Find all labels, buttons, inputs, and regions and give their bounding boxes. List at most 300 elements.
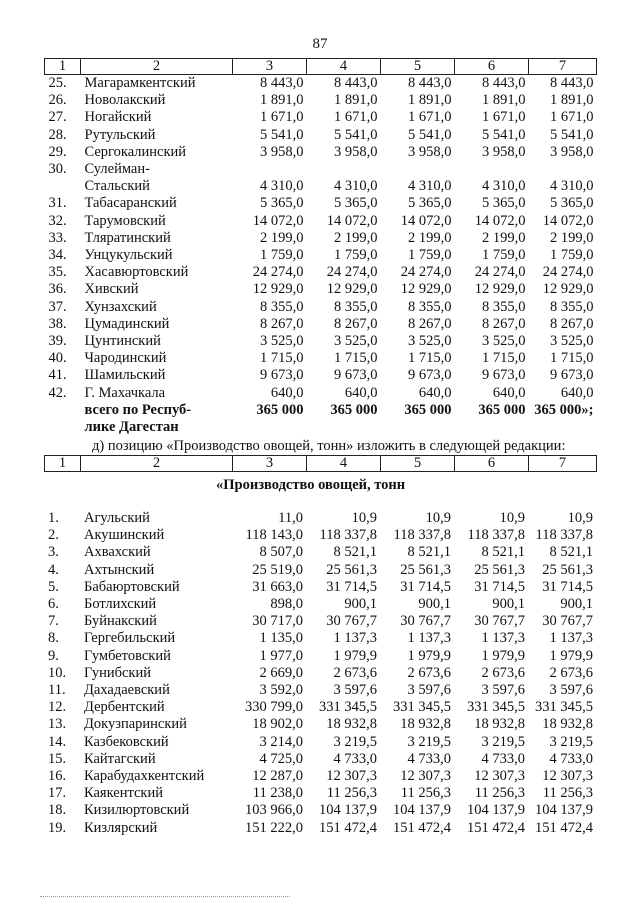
table-row bbox=[45, 333, 597, 350]
table-row bbox=[44, 768, 596, 785]
district-name: Хунзахский bbox=[84, 298, 157, 315]
table-row bbox=[44, 734, 596, 751]
value-cell: 18 932,8 bbox=[400, 716, 451, 733]
value-cell: 3 214,0 bbox=[259, 733, 303, 750]
value-cell: 24 274,0 bbox=[474, 264, 526, 281]
value-cell bbox=[233, 161, 307, 178]
column-header-row bbox=[45, 456, 597, 472]
row-number: 12. bbox=[48, 699, 67, 716]
district-name: Стальский bbox=[84, 178, 150, 195]
value-cell: 1 977,0 bbox=[259, 647, 303, 664]
district-name: Табасаранский bbox=[84, 195, 177, 212]
column-header: 3 bbox=[233, 59, 307, 75]
value-cell: 151 472,4 bbox=[467, 819, 525, 836]
value-cell: 3 597,6 bbox=[481, 682, 525, 699]
value-cell: 3 958,0 bbox=[260, 143, 304, 160]
value-cell: 1 671,0 bbox=[482, 109, 526, 126]
value-cell: 640,0 bbox=[270, 384, 304, 401]
value-cell: 3 219,5 bbox=[549, 733, 593, 750]
value-cell: 12 307,3 bbox=[400, 768, 451, 785]
row-number: 14. bbox=[48, 733, 67, 750]
value-cell: 8 443,0 bbox=[260, 75, 304, 91]
district-name: Ботлихский bbox=[84, 596, 157, 613]
vegetable-table-header bbox=[44, 455, 597, 472]
value-cell: 12 307,3 bbox=[542, 768, 593, 785]
value-cell: 5 541,0 bbox=[408, 126, 452, 143]
row-number bbox=[45, 419, 81, 436]
row-number: 39. bbox=[48, 333, 67, 350]
value-cell: 12 929,0 bbox=[326, 281, 378, 298]
table-row bbox=[45, 385, 597, 402]
value-cell: 31 714,5 bbox=[474, 578, 525, 595]
value-cell: 3 958,0 bbox=[334, 143, 378, 160]
value-cell: 3 597,6 bbox=[333, 682, 377, 699]
district-name: Тарумовский bbox=[84, 212, 166, 229]
value-cell: 31 714,5 bbox=[400, 578, 451, 595]
value-cell: 1 137,3 bbox=[333, 630, 377, 647]
value-cell: 1 891,0 bbox=[482, 92, 526, 109]
table-row bbox=[44, 751, 596, 768]
total-value: 365 000 bbox=[256, 401, 304, 418]
district-name: Гумбетовский bbox=[84, 647, 171, 664]
value-cell: 4 310,0 bbox=[334, 178, 378, 195]
table-row bbox=[45, 350, 597, 367]
table-row bbox=[44, 820, 596, 837]
district-name: Гергебильский bbox=[84, 630, 176, 647]
value-cell: 151 472,4 bbox=[393, 819, 451, 836]
section-subtitle: «Производство овощей, тонн bbox=[216, 477, 406, 493]
district-name: Чародинский bbox=[84, 350, 167, 367]
value-cell: 8 355,0 bbox=[334, 298, 378, 315]
value-cell: 1 137,3 bbox=[407, 630, 451, 647]
value-cell: 8 443,0 bbox=[550, 75, 594, 91]
value-cell: 151 222,0 bbox=[245, 819, 303, 836]
value-cell: 640,0 bbox=[560, 384, 594, 401]
row-number: 13. bbox=[48, 716, 67, 733]
value-cell: 1 671,0 bbox=[334, 109, 378, 126]
row-number: 36. bbox=[48, 281, 67, 298]
district-name: Буйнакский bbox=[84, 613, 157, 630]
row-number: 4. bbox=[48, 561, 59, 578]
value-cell: 640,0 bbox=[344, 384, 378, 401]
value-cell: 10,9 bbox=[499, 510, 525, 526]
value-cell bbox=[455, 161, 529, 178]
value-cell: 31 714,5 bbox=[542, 578, 593, 595]
table-row bbox=[45, 92, 597, 109]
value-cell: 4 733,0 bbox=[549, 750, 593, 767]
row-number: 30. bbox=[48, 161, 67, 178]
district-name: Цумадинский bbox=[84, 315, 170, 332]
value-cell: 3 525,0 bbox=[260, 333, 304, 350]
total-row bbox=[45, 419, 597, 436]
row-number: 10. bbox=[48, 664, 67, 681]
value-cell: 4 310,0 bbox=[482, 178, 526, 195]
value-cell: 8 355,0 bbox=[260, 298, 304, 315]
empty-cell bbox=[307, 419, 381, 436]
row-number: 18. bbox=[48, 802, 67, 819]
table-row bbox=[44, 802, 596, 819]
value-cell: 8 443,0 bbox=[482, 75, 526, 91]
row-number: 2. bbox=[48, 527, 59, 544]
value-cell: 1 715,0 bbox=[408, 350, 452, 367]
value-cell: 8 355,0 bbox=[408, 298, 452, 315]
empty-cell bbox=[381, 419, 455, 436]
value-cell: 2 673,6 bbox=[333, 664, 377, 681]
row-number: 9. bbox=[48, 647, 59, 664]
value-cell: 900,1 bbox=[492, 596, 525, 613]
value-cell: 1 759,0 bbox=[260, 247, 304, 264]
value-cell: 14 072,0 bbox=[326, 212, 378, 229]
allocation-table-continued bbox=[44, 58, 597, 436]
footer-divider bbox=[40, 896, 290, 897]
value-cell: 18 932,8 bbox=[474, 716, 525, 733]
value-cell: 1 891,0 bbox=[408, 92, 452, 109]
district-name: Дахадаевский bbox=[84, 682, 170, 699]
row-number: 15. bbox=[48, 750, 67, 767]
value-cell: 10,9 bbox=[425, 510, 451, 526]
value-cell: 8 267,0 bbox=[408, 315, 452, 332]
value-cell: 1 671,0 bbox=[550, 109, 594, 126]
value-cell: 900,1 bbox=[344, 596, 377, 613]
value-cell: 2 669,0 bbox=[259, 664, 303, 681]
value-cell: 12 307,3 bbox=[474, 768, 525, 785]
value-cell: 2 199,0 bbox=[260, 229, 304, 246]
value-cell: 1 979,9 bbox=[407, 647, 451, 664]
column-header: 5 bbox=[381, 456, 455, 472]
table-row bbox=[45, 264, 597, 281]
table-row bbox=[44, 613, 596, 630]
value-cell: 9 673,0 bbox=[334, 367, 378, 384]
value-cell: 1 759,0 bbox=[550, 247, 594, 264]
value-cell: 11 256,3 bbox=[474, 785, 525, 802]
value-cell: 24 274,0 bbox=[326, 264, 378, 281]
value-cell: 640,0 bbox=[418, 384, 452, 401]
district-name: Докузпаринский bbox=[84, 716, 187, 733]
column-header: 2 bbox=[81, 456, 233, 472]
value-cell: 2 199,0 bbox=[408, 229, 452, 246]
value-cell: 3 958,0 bbox=[408, 143, 452, 160]
total-value: 365 000 bbox=[330, 401, 378, 418]
value-cell: 30 767,7 bbox=[326, 613, 377, 630]
value-cell: 1 135,0 bbox=[259, 630, 303, 647]
value-cell: 3 525,0 bbox=[334, 333, 378, 350]
table-row bbox=[44, 527, 596, 544]
value-cell: 11,0 bbox=[278, 510, 303, 526]
district-name: Хасавюртовский bbox=[84, 264, 189, 281]
empty-cell bbox=[529, 419, 597, 436]
value-cell: 4 310,0 bbox=[408, 178, 452, 195]
table-row bbox=[44, 699, 596, 716]
value-cell: 25 561,3 bbox=[542, 561, 593, 578]
value-cell: 2 199,0 bbox=[550, 229, 594, 246]
total-value: 365 000 bbox=[478, 401, 526, 418]
value-cell: 331 345,5 bbox=[467, 699, 525, 716]
value-cell: 4 733,0 bbox=[333, 750, 377, 767]
value-cell: 18 902,0 bbox=[252, 716, 303, 733]
empty-cell bbox=[233, 419, 307, 436]
value-cell: 4 733,0 bbox=[481, 750, 525, 767]
value-cell: 8 267,0 bbox=[260, 315, 304, 332]
value-cell: 3 958,0 bbox=[482, 143, 526, 160]
district-name: Казбековский bbox=[84, 733, 169, 750]
table-row bbox=[45, 127, 597, 144]
value-cell: 2 673,6 bbox=[481, 664, 525, 681]
table-row bbox=[45, 316, 597, 333]
value-cell: 30 717,0 bbox=[252, 613, 303, 630]
value-cell: 3 219,5 bbox=[481, 733, 525, 750]
district-name: Каякентский bbox=[84, 785, 163, 802]
value-cell: 1 137,3 bbox=[549, 630, 593, 647]
total-value: 365 000 bbox=[404, 401, 452, 418]
column-header: 1 bbox=[45, 456, 81, 472]
row-number: 34. bbox=[48, 247, 67, 264]
value-cell: 1 979,9 bbox=[549, 647, 593, 664]
value-cell: 1 137,3 bbox=[481, 630, 525, 647]
value-cell: 8 267,0 bbox=[482, 315, 526, 332]
value-cell: 1 715,0 bbox=[482, 350, 526, 367]
row-number: 38. bbox=[48, 315, 67, 332]
row-number: 19. bbox=[48, 819, 67, 836]
value-cell: 14 072,0 bbox=[474, 212, 526, 229]
table-row bbox=[45, 213, 597, 230]
value-cell: 4 725,0 bbox=[259, 750, 303, 767]
district-name: Сергокалинский bbox=[84, 143, 187, 160]
table-row bbox=[45, 367, 597, 384]
value-cell: 5 541,0 bbox=[260, 126, 304, 143]
value-cell: 2 673,6 bbox=[407, 664, 451, 681]
value-cell: 8 521,1 bbox=[481, 544, 525, 561]
table-row bbox=[44, 648, 596, 665]
row-number bbox=[45, 178, 81, 195]
table-row bbox=[45, 75, 597, 93]
column-header: 4 bbox=[307, 59, 381, 75]
value-cell: 8 521,1 bbox=[333, 544, 377, 561]
row-number: 11. bbox=[48, 682, 66, 699]
value-cell: 104 137,9 bbox=[393, 802, 451, 819]
value-cell: 25 561,3 bbox=[400, 561, 451, 578]
row-number: 17. bbox=[48, 785, 67, 802]
value-cell: 898,0 bbox=[270, 596, 303, 613]
value-cell: 10,9 bbox=[567, 510, 593, 526]
table-row bbox=[44, 665, 596, 682]
value-cell: 9 673,0 bbox=[550, 367, 594, 384]
district-name: Кайтагский bbox=[84, 750, 156, 767]
table-row bbox=[45, 299, 597, 316]
row-number: 40. bbox=[48, 350, 67, 367]
value-cell: 3 597,6 bbox=[549, 682, 593, 699]
district-name: Ахвахский bbox=[84, 544, 151, 561]
row-number: 27. bbox=[48, 109, 67, 126]
row-number: 33. bbox=[48, 229, 67, 246]
table-row bbox=[44, 716, 596, 733]
value-cell: 11 256,3 bbox=[326, 785, 377, 802]
total-label: всего по Респуб- bbox=[84, 401, 192, 418]
value-cell: 1 671,0 bbox=[408, 109, 452, 126]
value-cell: 5 365,0 bbox=[408, 195, 452, 212]
table-row bbox=[45, 161, 597, 178]
value-cell: 2 199,0 bbox=[334, 229, 378, 246]
row-number bbox=[45, 402, 81, 419]
table-row bbox=[44, 682, 596, 699]
value-cell: 18 932,8 bbox=[542, 716, 593, 733]
value-cell: 8 355,0 bbox=[550, 298, 594, 315]
value-cell: 3 525,0 bbox=[408, 333, 452, 350]
value-cell: 103 966,0 bbox=[245, 802, 303, 819]
row-number: 41. bbox=[48, 367, 67, 384]
district-name: Цунтинский bbox=[84, 333, 161, 350]
value-cell: 3 525,0 bbox=[482, 333, 526, 350]
value-cell: 104 137,9 bbox=[319, 802, 377, 819]
page-number: 87 bbox=[312, 36, 328, 52]
district-name: Карабудахкентский bbox=[84, 768, 205, 785]
value-cell: 1 715,0 bbox=[550, 350, 594, 367]
column-header: 2 bbox=[81, 59, 233, 75]
row-number: 37. bbox=[48, 298, 67, 315]
value-cell: 5 365,0 bbox=[334, 195, 378, 212]
district-name: Новолакский bbox=[84, 92, 166, 109]
table-row bbox=[45, 195, 597, 212]
value-cell: 25 561,3 bbox=[474, 561, 525, 578]
table-row bbox=[45, 230, 597, 247]
value-cell: 25 519,0 bbox=[252, 561, 303, 578]
value-cell: 31 663,0 bbox=[252, 578, 303, 595]
value-cell: 1 891,0 bbox=[334, 92, 378, 109]
value-cell: 5 365,0 bbox=[260, 195, 304, 212]
value-cell: 118 337,8 bbox=[319, 527, 377, 544]
district-name: Сулейман- bbox=[84, 161, 150, 178]
table-row bbox=[44, 596, 596, 613]
column-header: 4 bbox=[307, 456, 381, 472]
table-row bbox=[44, 630, 596, 647]
value-cell: 640,0 bbox=[492, 384, 526, 401]
row-number: 29. bbox=[48, 143, 67, 160]
row-number: 28. bbox=[48, 126, 67, 143]
row-number: 5. bbox=[48, 578, 59, 595]
value-cell: 331 345,5 bbox=[393, 699, 451, 716]
value-cell: 3 219,5 bbox=[333, 733, 377, 750]
value-cell: 900,1 bbox=[418, 596, 451, 613]
value-cell: 5 541,0 bbox=[550, 126, 594, 143]
value-cell: 5 541,0 bbox=[482, 126, 526, 143]
value-cell: 1 759,0 bbox=[482, 247, 526, 264]
value-cell: 1 979,9 bbox=[481, 647, 525, 664]
value-cell: 8 267,0 bbox=[550, 315, 594, 332]
value-cell: 118 337,8 bbox=[535, 527, 593, 544]
column-header: 6 bbox=[455, 456, 529, 472]
value-cell: 3 219,5 bbox=[407, 733, 451, 750]
district-name: Гунибский bbox=[84, 664, 151, 681]
total-label: лике Дагестан bbox=[84, 419, 179, 436]
column-header: 6 bbox=[455, 59, 529, 75]
table-row bbox=[44, 785, 596, 802]
column-header: 5 bbox=[381, 59, 455, 75]
value-cell: 14 072,0 bbox=[252, 212, 304, 229]
value-cell: 24 274,0 bbox=[400, 264, 452, 281]
value-cell: 10,9 bbox=[351, 510, 377, 526]
value-cell: 30 767,7 bbox=[542, 613, 593, 630]
value-cell: 11 238,0 bbox=[252, 785, 303, 802]
value-cell: 12 287,0 bbox=[252, 768, 303, 785]
column-header: 7 bbox=[529, 456, 597, 472]
value-cell: 104 137,9 bbox=[467, 802, 525, 819]
value-cell: 3 525,0 bbox=[550, 333, 594, 350]
value-cell: 331 345,5 bbox=[319, 699, 377, 716]
value-cell: 330 799,0 bbox=[245, 699, 303, 716]
value-cell: 4 310,0 bbox=[260, 178, 304, 195]
value-cell: 3 958,0 bbox=[550, 143, 594, 160]
total-value: 365 000»; bbox=[534, 401, 594, 418]
value-cell: 2 199,0 bbox=[482, 229, 526, 246]
value-cell: 1 979,9 bbox=[333, 647, 377, 664]
value-cell: 12 929,0 bbox=[474, 281, 526, 298]
row-number: 8. bbox=[48, 630, 59, 647]
value-cell: 14 072,0 bbox=[400, 212, 452, 229]
value-cell: 24 274,0 bbox=[252, 264, 304, 281]
table-row bbox=[45, 109, 597, 126]
value-cell: 30 767,7 bbox=[474, 613, 525, 630]
value-cell: 900,1 bbox=[560, 596, 593, 613]
district-name: Дербентский bbox=[84, 699, 165, 716]
value-cell: 12 929,0 bbox=[252, 281, 304, 298]
value-cell: 8 443,0 bbox=[408, 75, 452, 91]
table-row bbox=[45, 281, 597, 298]
district-name: Акушинский bbox=[84, 527, 165, 544]
district-name: Унцукульский bbox=[84, 247, 173, 264]
total-row bbox=[45, 402, 597, 419]
table-row bbox=[44, 544, 596, 561]
value-cell: 1 715,0 bbox=[334, 350, 378, 367]
row-number: 1. bbox=[48, 510, 59, 526]
row-number: 3. bbox=[48, 544, 59, 561]
value-cell: 1 715,0 bbox=[260, 350, 304, 367]
district-name: Тляратинский bbox=[84, 229, 171, 246]
row-number: 16. bbox=[48, 768, 67, 785]
value-cell: 118 143,0 bbox=[245, 527, 303, 544]
value-cell: 9 673,0 bbox=[260, 367, 304, 384]
value-cell: 11 256,3 bbox=[400, 785, 451, 802]
table-row bbox=[45, 247, 597, 264]
table-row bbox=[44, 562, 596, 579]
value-cell: 8 521,1 bbox=[549, 544, 593, 561]
value-cell: 1 891,0 bbox=[260, 92, 304, 109]
value-cell: 11 256,3 bbox=[542, 785, 593, 802]
value-cell: 331 345,5 bbox=[535, 699, 593, 716]
table-row bbox=[45, 178, 597, 195]
column-header: 7 bbox=[529, 59, 597, 75]
value-cell: 2 673,6 bbox=[549, 664, 593, 681]
value-cell: 118 337,8 bbox=[467, 527, 525, 544]
value-cell: 104 137,9 bbox=[535, 802, 593, 819]
district-name: Агульский bbox=[84, 510, 150, 526]
district-name: Магарамкентский bbox=[84, 75, 196, 91]
value-cell: 8 267,0 bbox=[334, 315, 378, 332]
value-cell: 25 561,3 bbox=[326, 561, 377, 578]
value-cell bbox=[381, 161, 455, 178]
value-cell: 12 929,0 bbox=[542, 281, 594, 298]
value-cell: 5 365,0 bbox=[550, 195, 594, 212]
value-cell: 12 929,0 bbox=[400, 281, 452, 298]
value-cell: 8 355,0 bbox=[482, 298, 526, 315]
value-cell: 9 673,0 bbox=[482, 367, 526, 384]
value-cell: 18 932,8 bbox=[326, 716, 377, 733]
row-number: 6. bbox=[48, 596, 59, 613]
district-name: Бабаюртовский bbox=[84, 578, 180, 595]
value-cell: 118 337,8 bbox=[393, 527, 451, 544]
value-cell: 30 767,7 bbox=[400, 613, 451, 630]
vegetable-production-table bbox=[44, 510, 596, 837]
column-header: 3 bbox=[233, 456, 307, 472]
value-cell: 1 759,0 bbox=[408, 247, 452, 264]
